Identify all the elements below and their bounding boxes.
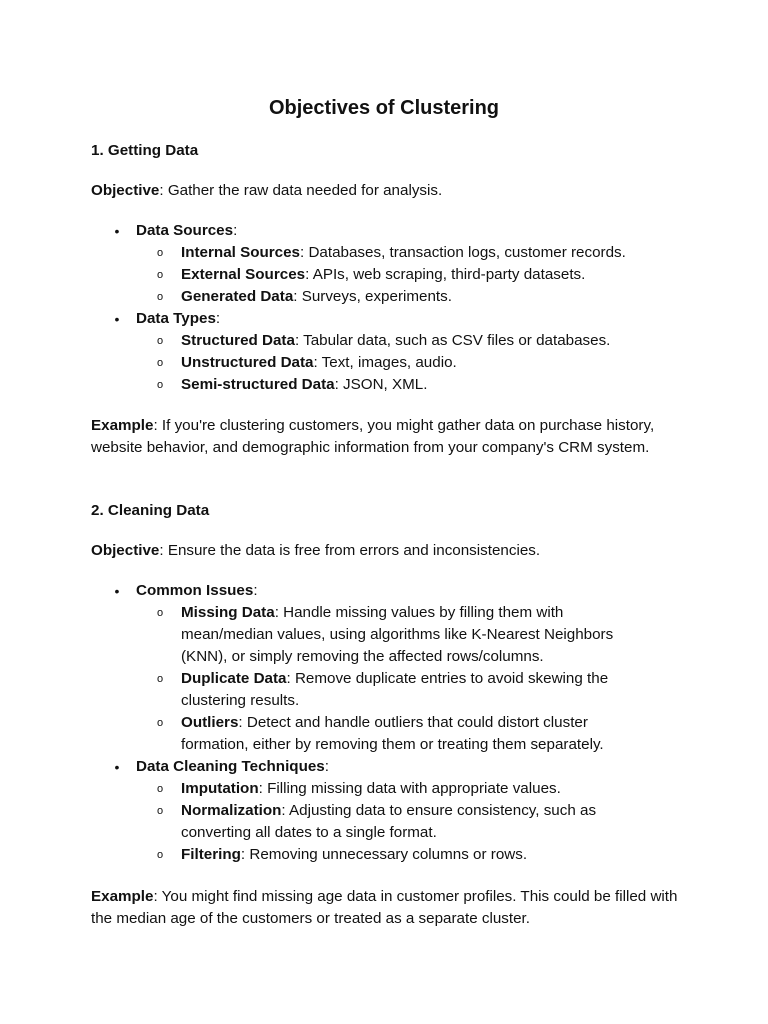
item-text: : Tabular data, such as CSV files or databases. bbox=[294, 332, 611, 349]
item-label: Duplicate Data bbox=[181, 670, 287, 687]
bullet-hollow: o bbox=[156, 291, 164, 303]
group-suffix: : bbox=[324, 758, 329, 775]
bullet-filled: • bbox=[114, 759, 120, 775]
item-label: Unstructured Data bbox=[181, 354, 314, 371]
objective-text: : Gather the raw data needed for analysis. bbox=[159, 182, 443, 199]
list-item bbox=[136, 374, 708, 396]
objective-text: : Ensure the data is free from errors and inconsistencies. bbox=[159, 542, 541, 559]
objective-paragraph bbox=[91, 540, 668, 562]
list-item-data-sources bbox=[91, 220, 708, 308]
example-paragraph bbox=[91, 415, 668, 459]
list-item bbox=[136, 844, 658, 866]
list-item-data-cleaning-techniques bbox=[91, 756, 658, 866]
item-text: : Detect and handle outliers that could distort cluster formation, either by removing them or treating them separately. bbox=[181, 714, 604, 753]
section-heading-cleaning-data: 2. Cleaning Data bbox=[91, 502, 210, 519]
list-item bbox=[136, 712, 658, 756]
bullet-hollow: o bbox=[156, 783, 164, 795]
group-suffix: : bbox=[253, 582, 258, 599]
bullet-hollow: o bbox=[156, 805, 164, 817]
list-item-data-types bbox=[91, 308, 708, 396]
getting-data-list bbox=[91, 220, 708, 396]
item-label: Imputation bbox=[181, 780, 259, 797]
cleaning-data-list bbox=[91, 580, 658, 866]
example-label: Example bbox=[91, 417, 154, 434]
objective-label: Objective bbox=[91, 182, 160, 199]
item-text: : Filling missing data with appropriate values. bbox=[258, 780, 561, 797]
bullet-filled: • bbox=[114, 223, 120, 239]
example-paragraph bbox=[91, 886, 698, 930]
bullet-hollow: o bbox=[156, 673, 164, 685]
item-label: Outliers bbox=[181, 714, 239, 731]
list-item bbox=[136, 778, 658, 800]
list-item bbox=[136, 330, 708, 352]
bullet-filled: • bbox=[114, 583, 120, 599]
group-suffix: : bbox=[215, 310, 221, 327]
item-label: Normalization bbox=[181, 802, 282, 819]
objective-label: Objective bbox=[91, 542, 160, 559]
bullet-hollow: o bbox=[156, 717, 164, 729]
list-item bbox=[136, 286, 708, 308]
example-text: : You might find missing age data in customer profiles. This could be filled with the median age of the customers or treated as a separate cluster. bbox=[91, 888, 678, 927]
example-text: : If you're clustering customers, you might gather data on purchase history, website behavior, and demographic information from your company's CRM system. bbox=[91, 417, 655, 456]
bullet-hollow: o bbox=[156, 607, 164, 619]
item-label: Missing Data bbox=[181, 604, 275, 621]
bullet-filled: • bbox=[114, 311, 120, 327]
bullet-hollow: o bbox=[156, 247, 164, 259]
item-text: : Databases, transaction logs, customer records. bbox=[300, 244, 626, 261]
group-label: Common Issues bbox=[136, 582, 254, 599]
bullet-hollow: o bbox=[156, 357, 164, 369]
list-item bbox=[136, 352, 708, 374]
item-text: : Adjusting data to ensure consistency, such as converting all dates to a single format. bbox=[181, 802, 597, 841]
item-label: External Sources bbox=[181, 266, 306, 283]
item-text: : JSON, XML. bbox=[334, 376, 428, 393]
item-text: : APIs, web scraping, third-party datasets. bbox=[305, 266, 586, 283]
group-label: Data Cleaning Techniques bbox=[136, 758, 325, 775]
group-suffix: : bbox=[233, 222, 238, 239]
list-item bbox=[136, 602, 658, 668]
item-label: Semi-structured Data bbox=[181, 376, 335, 393]
bullet-hollow: o bbox=[156, 849, 164, 861]
item-text: : Handle missing values by filling them with mean/median values, using algorithms like K-Nearest Neighbors (KNN), or simply removing the affected rows/columns. bbox=[181, 604, 614, 665]
group-label: Data Sources bbox=[136, 222, 234, 239]
list-item bbox=[136, 264, 708, 286]
bullet-hollow: o bbox=[156, 269, 164, 281]
list-item-common-issues bbox=[91, 580, 658, 756]
list-item bbox=[136, 242, 708, 264]
page-title: Objectives of Clustering bbox=[268, 97, 500, 119]
objective-paragraph bbox=[91, 180, 668, 202]
item-label: Structured Data bbox=[181, 332, 295, 349]
example-label: Example bbox=[91, 888, 154, 905]
item-label: Generated Data bbox=[181, 288, 294, 305]
group-label: Data Types bbox=[136, 310, 216, 327]
section-heading-getting-data: 1. Getting Data bbox=[91, 142, 199, 159]
bullet-hollow: o bbox=[156, 379, 164, 391]
list-item bbox=[136, 668, 658, 712]
item-text: : Text, images, audio. bbox=[313, 354, 457, 371]
item-text: : Remove duplicate entries to avoid skewing the clustering results. bbox=[181, 670, 609, 709]
item-label: Internal Sources bbox=[181, 244, 301, 261]
item-text: : Surveys, experiments. bbox=[293, 288, 452, 305]
item-label: Filtering bbox=[181, 846, 241, 863]
bullet-hollow: o bbox=[156, 335, 164, 347]
list-item bbox=[136, 800, 658, 844]
item-text: : Removing unnecessary columns or rows. bbox=[240, 846, 528, 863]
